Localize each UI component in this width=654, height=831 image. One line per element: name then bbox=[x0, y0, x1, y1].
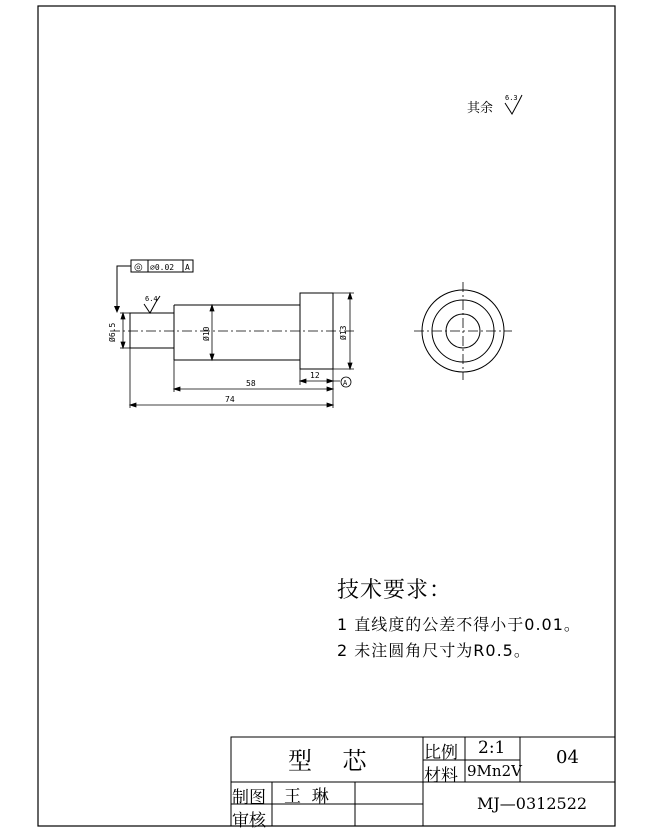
tolerance-value: ⌀0.02 bbox=[150, 263, 175, 272]
dim-length-12-label: 12 bbox=[310, 371, 320, 380]
local-roughness-value: 6.4 bbox=[145, 295, 158, 303]
dim-length-74-label: 74 bbox=[225, 395, 235, 404]
tolerance-datum: A bbox=[185, 263, 190, 272]
part-name: 型 芯 bbox=[288, 747, 367, 775]
roughness-note-text: 其余 bbox=[467, 101, 494, 116]
roughness-note-value: 6.3 bbox=[505, 94, 518, 102]
dim-large-diameter-label: Ø13 bbox=[339, 325, 348, 340]
dim-lengths bbox=[130, 348, 340, 408]
end-view bbox=[414, 282, 512, 380]
dim-mid-diameter-label: Ø10 bbox=[202, 326, 211, 341]
dim-length-58-label: 58 bbox=[246, 379, 256, 388]
roughness-note bbox=[467, 94, 522, 116]
sheet-border bbox=[38, 6, 615, 826]
material-label: 材料 bbox=[424, 766, 458, 786]
drawn-label: 制图 bbox=[232, 788, 266, 808]
local-roughness bbox=[144, 295, 160, 313]
tech-requirement-1: 1 直线度的公差不得小于0.01。 bbox=[337, 615, 581, 634]
check-label: 审核 bbox=[232, 811, 266, 831]
scale-value: 2:1 bbox=[478, 738, 506, 758]
datum-mark: A bbox=[343, 379, 348, 387]
drawn-by: 王 琳 bbox=[284, 787, 329, 807]
material-value: 9Mn2V bbox=[467, 762, 522, 780]
dim-small-diameter bbox=[120, 313, 130, 348]
tech-requirement-2: 2 未注圆角尺寸为R0.5。 bbox=[337, 641, 531, 660]
scale-label: 比例 bbox=[424, 743, 458, 763]
dim-small-diameter-label: Ø6.5 bbox=[108, 322, 117, 342]
drawing-number: MJ—0312522 bbox=[477, 794, 588, 813]
concentricity-icon: ◎ bbox=[134, 262, 143, 273]
side-view bbox=[110, 293, 356, 369]
tech-requirements-heading: 技术要求： bbox=[337, 578, 453, 603]
sheet-number: 04 bbox=[556, 747, 579, 768]
